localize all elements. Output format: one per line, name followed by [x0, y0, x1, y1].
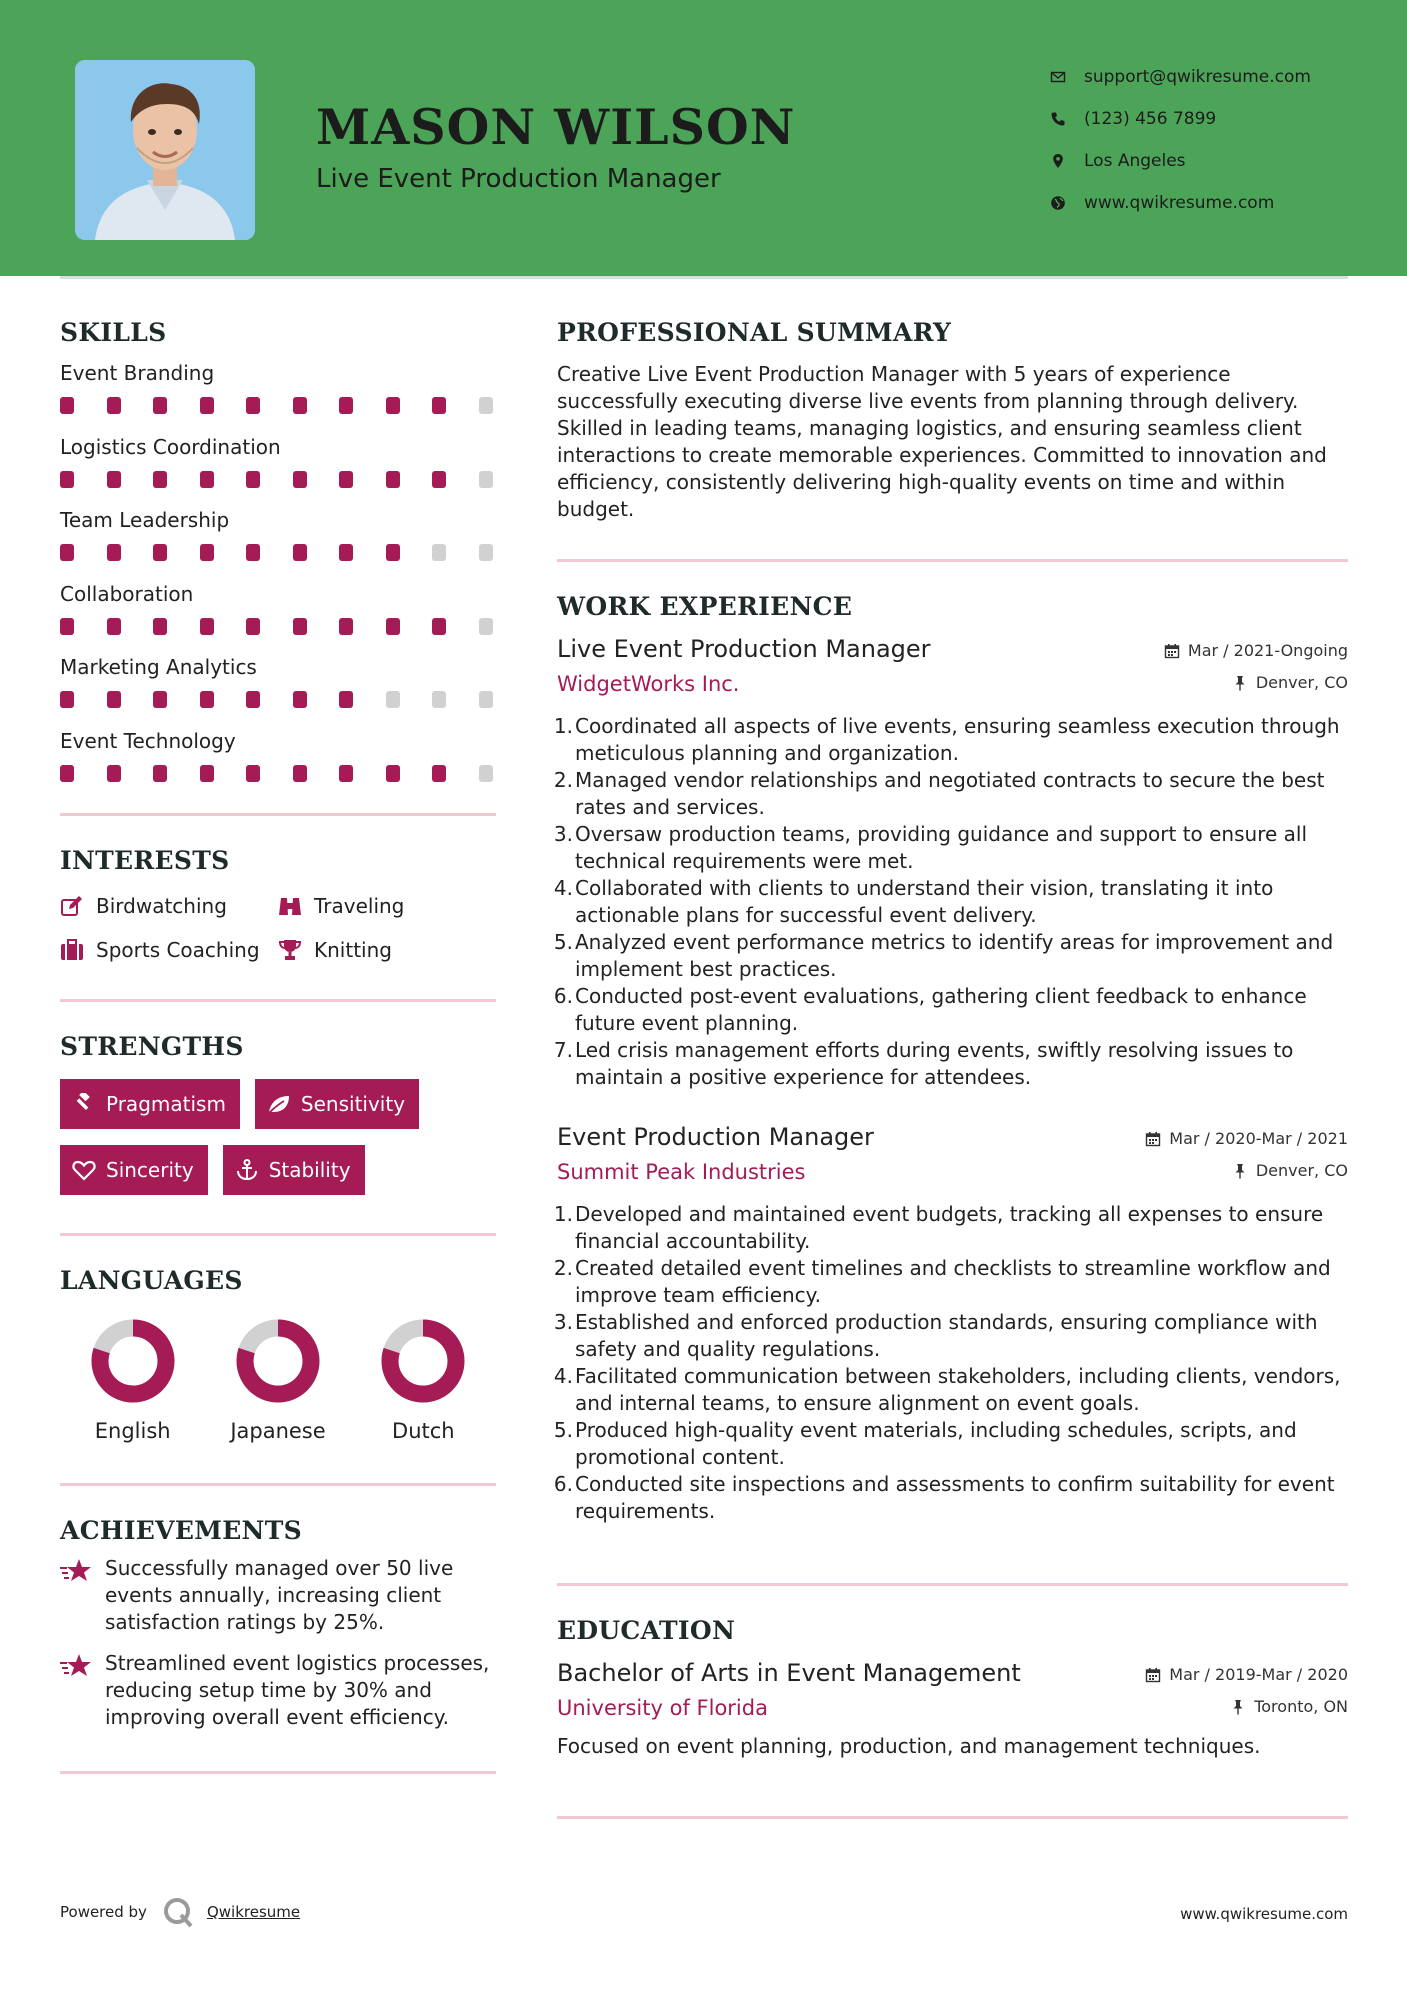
- job-date: [1164, 641, 1348, 660]
- skill-dot-filled: [200, 691, 214, 708]
- skill-dot-filled: [153, 691, 167, 708]
- phone-icon: [1050, 111, 1084, 127]
- star-icon: [60, 1555, 105, 1636]
- job-location-text: Denver, CO: [1255, 1161, 1348, 1180]
- skill-dot-filled: [293, 765, 307, 782]
- bullet-number: 3.: [553, 1310, 573, 1334]
- skill-dot-filled: [200, 471, 214, 488]
- skill-dot-filled: [107, 544, 121, 561]
- skill-rating: [60, 471, 496, 488]
- section-divider: [557, 1583, 1348, 1586]
- skill-dot-filled: [293, 618, 307, 635]
- bullet-number: 6.: [553, 1472, 573, 1496]
- languages-list: [60, 1319, 496, 1443]
- language-item: [351, 1319, 496, 1443]
- strength-label: Pragmatism: [106, 1092, 226, 1116]
- achievements-title: ACHIEVEMENTS: [60, 1516, 302, 1545]
- skill-dot-filled: [60, 765, 74, 782]
- skill-dot-filled: [293, 544, 307, 561]
- school-name: University of Florida: [557, 1696, 768, 1720]
- skill-dot-filled: [153, 544, 167, 561]
- interest-label: Knitting: [314, 938, 392, 962]
- section-divider: [60, 999, 496, 1002]
- job-bullet: [553, 1363, 1348, 1417]
- section-divider: [557, 1816, 1348, 1819]
- skill-dot-filled: [339, 765, 353, 782]
- skill-rating: [60, 544, 496, 561]
- job-date-text: Mar / 2021-Ongoing: [1187, 641, 1348, 660]
- strength-label: Sensitivity: [300, 1092, 406, 1116]
- skill-dot-empty: [479, 765, 493, 782]
- skill-dot-filled: [200, 765, 214, 782]
- language-proficiency-donut: [381, 1319, 465, 1403]
- skill-dot-filled: [339, 544, 353, 561]
- skill-dot-filled: [60, 618, 74, 635]
- bullet-number: 1.: [553, 714, 573, 738]
- skills-title: SKILLS: [60, 318, 167, 347]
- bullet-text: Oversaw production teams, providing guidance and support to ensure all technical requirements were met.: [575, 822, 1308, 873]
- skill-item: [60, 423, 496, 497]
- calendar-icon: [1145, 1131, 1161, 1147]
- skill-dot-empty: [479, 544, 493, 561]
- job-location: [1232, 1161, 1348, 1180]
- strength-tag: [60, 1145, 208, 1195]
- strengths-section: [60, 1032, 496, 1195]
- right-column: [553, 318, 1348, 1819]
- skill-dot-filled: [107, 618, 121, 635]
- section-divider: [60, 1233, 496, 1236]
- header-divider: [60, 276, 1348, 279]
- skill-dot-filled: [246, 691, 260, 708]
- bullet-number: 3.: [553, 822, 573, 846]
- contact-phone[interactable]: [1050, 98, 1370, 140]
- skill-dot-empty: [479, 618, 493, 635]
- achievement-item: [60, 1555, 496, 1636]
- skill-dot-filled: [246, 471, 260, 488]
- languages-section: [60, 1266, 496, 1443]
- strength-label: Stability: [268, 1158, 351, 1182]
- skill-name: Collaboration: [60, 581, 194, 606]
- skill-dot-empty: [432, 544, 446, 561]
- bullet-number: 7.: [553, 1038, 573, 1062]
- skill-dot-filled: [386, 544, 400, 561]
- star-icon: [60, 1650, 105, 1731]
- section-divider: [557, 559, 1348, 562]
- job-entry: [553, 635, 1348, 1091]
- summary-text: Creative Live Event Production Manager with 5 years of experience successfully executing diverse live events from planning through delivery. Skilled in leading teams, managing logistics, and ensuring seamless client interactions to create memorable experiences. Committed to innovation and efficiency, consistently delivering high-quality events on time and within budget.: [557, 362, 1327, 521]
- job-date-text: Mar / 2020-Mar / 2021: [1169, 1129, 1348, 1148]
- skill-rating: [60, 765, 496, 782]
- skill-dot-empty: [479, 691, 493, 708]
- section-divider: [60, 1771, 496, 1774]
- interests-section: [60, 846, 496, 965]
- job-entry: [553, 1123, 1348, 1525]
- skill-rating: [60, 691, 496, 708]
- interest-item: [278, 935, 496, 965]
- achievement-item: [60, 1650, 496, 1731]
- skill-dot-filled: [60, 691, 74, 708]
- skill-rating: [60, 618, 496, 635]
- job-bullet: [553, 929, 1348, 983]
- skill-dot-filled: [386, 765, 400, 782]
- education-location: [1230, 1697, 1348, 1716]
- job-bullets: [553, 713, 1348, 1091]
- languages-title: LANGUAGES: [60, 1266, 243, 1295]
- interest-label: Birdwatching: [96, 894, 227, 918]
- skill-dot-filled: [153, 765, 167, 782]
- skill-item: [60, 643, 496, 717]
- contact-email[interactable]: [1050, 56, 1370, 98]
- skill-dot-filled: [200, 618, 214, 635]
- anchor-icon: [235, 1159, 269, 1181]
- skill-dot-filled: [432, 397, 446, 414]
- job-bullet: [553, 1255, 1348, 1309]
- bullet-number: 6.: [553, 984, 573, 1008]
- envelope-icon: [1050, 69, 1084, 85]
- summary-title: PROFESSIONAL SUMMARY: [557, 318, 952, 347]
- footer-branding: [60, 1895, 300, 1929]
- language-item: [60, 1319, 205, 1443]
- skill-item: [60, 349, 496, 423]
- bullet-text: Conducted post-event evaluations, gathering client feedback to enhance future event planning.: [575, 984, 1307, 1035]
- bullet-number: 4.: [553, 1364, 573, 1388]
- calendar-icon: [1164, 643, 1180, 659]
- skill-dot-filled: [107, 471, 121, 488]
- resume-header: [0, 0, 1407, 276]
- interest-item: [60, 891, 278, 921]
- skill-dot-filled: [246, 618, 260, 635]
- experience-section: [553, 592, 1348, 1525]
- bullet-text: Created detailed event timelines and checklists to streamline workflow and improve team efficiency.: [575, 1256, 1331, 1307]
- strength-tag: [223, 1145, 365, 1195]
- degree-title: Bachelor of Arts in Event Management: [557, 1659, 1021, 1687]
- section-divider: [60, 1483, 496, 1486]
- summary-section: [557, 318, 1348, 523]
- skill-dot-filled: [432, 471, 446, 488]
- skill-dot-filled: [432, 765, 446, 782]
- job-location-text: Denver, CO: [1255, 673, 1348, 692]
- education-description: Focused on event planning, production, and management techniques.: [557, 1734, 1261, 1758]
- skill-dot-filled: [246, 765, 260, 782]
- job-header: [557, 635, 1348, 705]
- skill-dot-empty: [479, 471, 493, 488]
- skill-dot-filled: [153, 618, 167, 635]
- powered-by-label: Powered by: [60, 1903, 147, 1921]
- skill-dot-filled: [339, 397, 353, 414]
- language-name: Dutch: [392, 1419, 455, 1443]
- globe-icon: [1050, 195, 1084, 211]
- skill-dot-filled: [339, 691, 353, 708]
- skill-dot-filled: [200, 544, 214, 561]
- suitcase-icon: [60, 939, 96, 961]
- interest-label: Sports Coaching: [96, 938, 260, 962]
- job-date: [1145, 1129, 1348, 1148]
- interests-title: INTERESTS: [60, 846, 230, 875]
- skill-dot-filled: [60, 471, 74, 488]
- skill-dot-filled: [386, 471, 400, 488]
- skill-item: [60, 717, 496, 791]
- strengths-list: [60, 1079, 496, 1195]
- job-bullet: [553, 713, 1348, 767]
- strengths-title: STRENGTHS: [60, 1032, 244, 1061]
- company-name: Summit Peak Industries: [557, 1160, 806, 1184]
- education-header: [557, 1659, 1348, 1729]
- bullet-text: Developed and maintained event budgets, tracking all expenses to ensure financial accountability.: [575, 1202, 1324, 1253]
- skill-dot-filled: [432, 618, 446, 635]
- pushpin-icon: [1232, 675, 1248, 691]
- interest-item: [60, 935, 278, 965]
- contact-email-text: support@qwikresume.com: [1084, 67, 1311, 87]
- skill-name: Team Leadership: [60, 508, 230, 532]
- job-bullet: [553, 1037, 1348, 1091]
- bullet-number: 2.: [553, 1256, 573, 1280]
- contact-location-text: Los Angeles: [1084, 151, 1186, 171]
- contact-website-text: www.qwikresume.com: [1084, 193, 1275, 213]
- education-location-text: Toronto, ON: [1254, 1697, 1348, 1716]
- language-name: English: [94, 1419, 171, 1443]
- skill-dot-filled: [246, 544, 260, 561]
- footer-url[interactable]: www.qwikresume.com: [1180, 1905, 1348, 1923]
- skill-rating: [60, 397, 496, 414]
- skill-dot-filled: [339, 618, 353, 635]
- interests-list: [60, 891, 496, 965]
- trophy-icon: [278, 939, 314, 961]
- pencil-square-icon: [60, 895, 96, 917]
- skill-dot-filled: [339, 471, 353, 488]
- skills-section: [60, 318, 496, 790]
- skill-dot-filled: [386, 397, 400, 414]
- bullet-number: 5.: [553, 930, 573, 954]
- map-marker-icon: [1050, 153, 1084, 169]
- language-proficiency-donut: [91, 1319, 175, 1403]
- heart-icon: [72, 1159, 106, 1181]
- contact-list: [1050, 56, 1370, 224]
- education-title: EDUCATION: [557, 1616, 736, 1645]
- contact-location: [1050, 140, 1370, 182]
- language-name: Japanese: [230, 1419, 326, 1443]
- skill-dot-filled: [153, 397, 167, 414]
- binoculars-icon: [278, 895, 314, 917]
- job-title: Event Production Manager: [557, 1123, 874, 1151]
- skill-dot-filled: [200, 397, 214, 414]
- candidate-role: Live Event Production Manager: [316, 164, 721, 194]
- qwikresume-logo-icon: [161, 1895, 195, 1929]
- bullet-text: Conducted site inspections and assessments to confirm suitability for event requirements.: [575, 1472, 1335, 1523]
- strength-tag: [60, 1079, 240, 1129]
- job-bullet: [553, 821, 1348, 875]
- skill-dot-filled: [107, 765, 121, 782]
- skill-dot-empty: [386, 691, 400, 708]
- skill-name: Event Branding: [60, 361, 215, 385]
- job-bullet: [553, 1201, 1348, 1255]
- interest-label: Traveling: [314, 894, 405, 918]
- bullet-text: Produced high-quality event materials, including schedules, scripts, and promotional content.: [575, 1418, 1297, 1469]
- candidate-name: MASON WILSON: [316, 98, 796, 156]
- education-date: [1145, 1665, 1348, 1684]
- bullet-number: 4.: [553, 876, 573, 900]
- skills-list: [60, 349, 496, 790]
- contact-phone-text: (123) 456 7899: [1084, 109, 1217, 129]
- skill-name: Logistics Coordination: [60, 434, 281, 459]
- language-proficiency-donut: [236, 1319, 320, 1403]
- education-section: [557, 1616, 1348, 1760]
- job-bullet: [553, 1417, 1348, 1471]
- education-date-text: Mar / 2019-Mar / 2020: [1169, 1665, 1348, 1684]
- bullet-text: Established and enforced production standards, ensuring compliance with safety and quality regulations.: [575, 1310, 1318, 1361]
- pushpin-icon: [1232, 1163, 1248, 1179]
- skill-dot-filled: [246, 397, 260, 414]
- left-column: [60, 318, 496, 1774]
- bullet-text: Facilitated communication between stakeholders, including clients, vendors, and internal teams, to ensure alignment on event goals.: [575, 1364, 1341, 1415]
- bullet-text: Analyzed event performance metrics to identify areas for improvement and implement best practices.: [575, 930, 1334, 981]
- skill-dot-filled: [60, 544, 74, 561]
- strength-tag: [255, 1079, 419, 1129]
- skill-dot-filled: [153, 471, 167, 488]
- profile-photo: [75, 60, 255, 240]
- achievement-text: Streamlined event logistics processes, reducing setup time by 30% and improving overall event efficiency.: [105, 1651, 490, 1729]
- achievements-section: [60, 1516, 496, 1731]
- skill-item: [60, 496, 496, 570]
- job-bullet: [553, 875, 1348, 929]
- bullet-number: 5.: [553, 1418, 573, 1442]
- achievement-text: Successfully managed over 50 live events annually, increasing client satisfaction ratings by 25%.: [105, 1556, 454, 1634]
- skill-dot-filled: [293, 691, 307, 708]
- interest-item: [278, 891, 496, 921]
- skill-dot-filled: [293, 397, 307, 414]
- skill-dot-empty: [432, 691, 446, 708]
- brand-link[interactable]: Qwikresume: [206, 1903, 301, 1921]
- section-divider: [60, 813, 496, 816]
- language-item: [205, 1319, 350, 1443]
- experience-title: WORK EXPERIENCE: [557, 592, 853, 621]
- skill-item: [60, 570, 496, 644]
- job-location: [1232, 673, 1348, 692]
- job-header: [557, 1123, 1348, 1193]
- skill-name: Marketing Analytics: [60, 655, 257, 679]
- job-bullet: [553, 767, 1348, 821]
- job-bullet: [553, 983, 1348, 1037]
- bullet-text: Managed vendor relationships and negotiated contracts to secure the best rates and services.: [575, 768, 1325, 819]
- leaf-icon: [267, 1093, 301, 1115]
- job-title: Live Event Production Manager: [557, 635, 931, 663]
- bullet-text: Led crisis management efforts during events, swiftly resolving issues to maintain a positive experience for attendees.: [575, 1038, 1294, 1089]
- skill-dot-filled: [293, 471, 307, 488]
- skill-dot-filled: [386, 618, 400, 635]
- skill-dot-filled: [107, 397, 121, 414]
- bullet-text: Coordinated all aspects of live events, ensuring seamless execution through meticulous planning and organization.: [575, 714, 1340, 765]
- job-bullet: [553, 1309, 1348, 1363]
- gavel-icon: [72, 1093, 106, 1115]
- skill-dot-empty: [479, 397, 493, 414]
- bullet-text: Collaborated with clients to understand their vision, translating it into actionable plans for successful event delivery.: [575, 876, 1274, 927]
- skill-dot-filled: [60, 397, 74, 414]
- job-bullet: [553, 1471, 1348, 1525]
- calendar-icon: [1145, 1667, 1161, 1683]
- company-name: WidgetWorks Inc.: [557, 672, 740, 696]
- contact-website[interactable]: [1050, 182, 1370, 224]
- job-bullets: [553, 1201, 1348, 1525]
- pushpin-icon: [1230, 1699, 1246, 1715]
- skill-name: Event Technology: [60, 728, 236, 753]
- bullet-number: 1.: [553, 1202, 573, 1226]
- strength-label: Sincerity: [106, 1158, 194, 1182]
- bullet-number: 2.: [553, 768, 573, 792]
- skill-dot-filled: [107, 691, 121, 708]
